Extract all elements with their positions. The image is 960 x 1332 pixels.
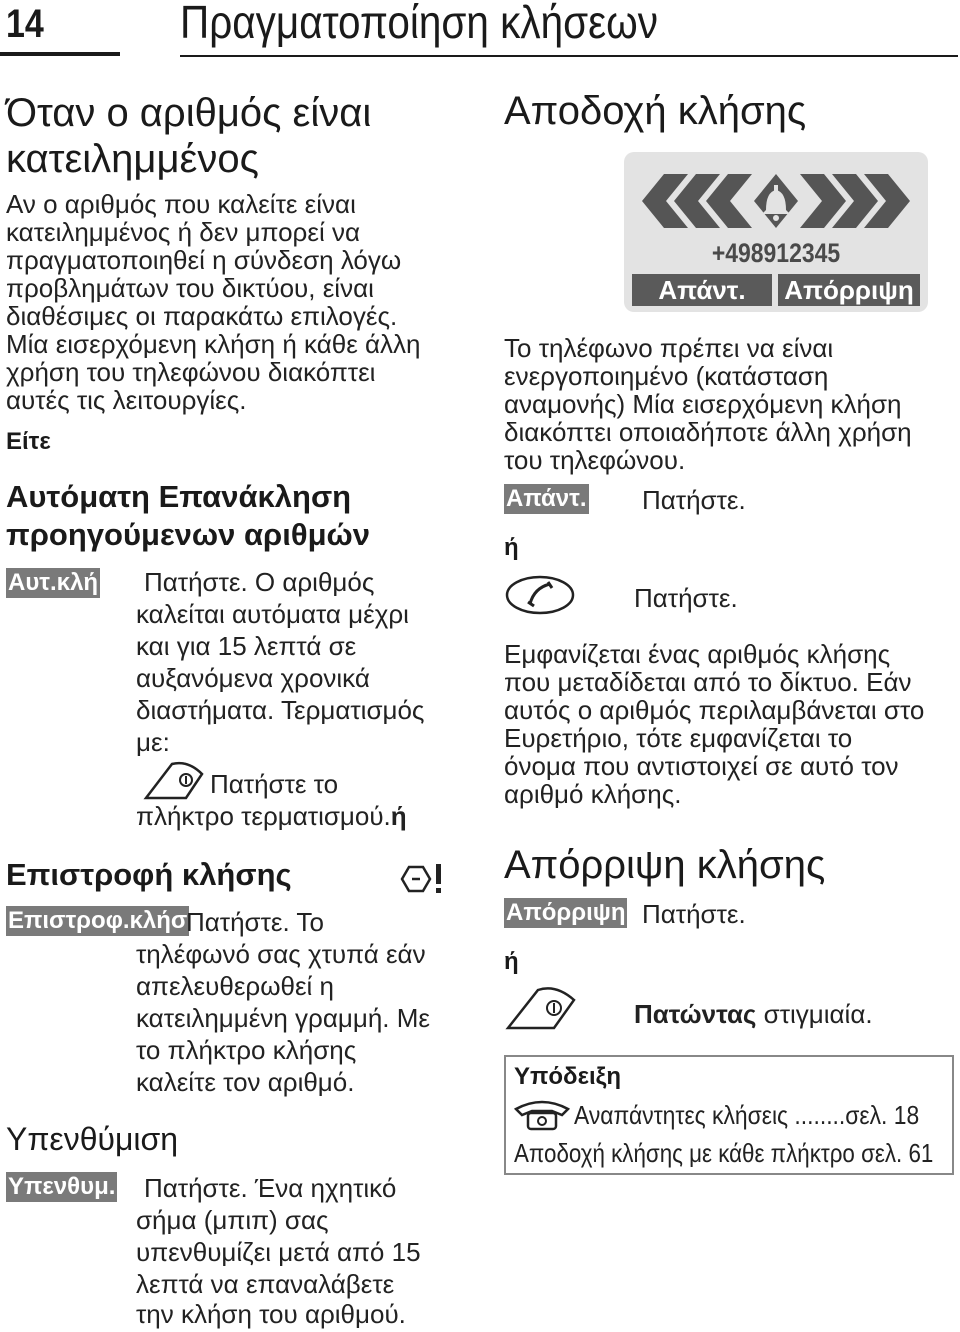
reminder-body-line: Πατήστε. Ένα ηχητικό	[144, 1173, 397, 1203]
callback-icon	[396, 860, 448, 898]
display-softkey-answer[interactable]: Απάντ.	[632, 274, 772, 306]
callback-title: Επιστροφή κλήσης	[6, 857, 292, 892]
accept-press2: Πατήστε.	[634, 583, 738, 613]
reminder-body-line: λεπτά να επαναλάβετε	[136, 1269, 395, 1299]
autoredial-body-line: καλείται αυτόματα μέχρι	[136, 599, 409, 629]
busy-body-line: κατειλημμένος ή δεν μπορεί να	[6, 217, 360, 247]
display-number: +498912345	[711, 238, 841, 268]
accept-info-line: Ευρετήριο, τότε εμφανίζεται το	[504, 723, 853, 753]
busy-body-line: Μία εισερχόμενη κλήση ή κάθε άλλη	[6, 329, 421, 359]
tip-box	[504, 1055, 954, 1175]
accept-press: Πατήστε.	[642, 485, 746, 515]
callback-body-line: τηλέφωνό σας χτυπά εάν	[136, 939, 426, 969]
callback-body-line: καλείτε τον αριθμό.	[136, 1067, 355, 1097]
accept-info-line: Εμφανίζεται ένας αριθμός κλήσης	[504, 639, 891, 669]
reject-softkey[interactable]: Απόρριψη	[506, 899, 626, 926]
chapter-title: Πραγματοποίηση κλήσεων	[180, 0, 658, 48]
busy-either: Είτε	[6, 428, 51, 455]
autoredial-body-line: με:	[136, 727, 170, 757]
busy-body-line: αυτές τις λειτουργίες.	[6, 385, 247, 415]
reject-or: ή	[504, 948, 519, 975]
page-number-rule	[0, 52, 120, 56]
callback-body-line: το πλήκτρο κλήσης	[136, 1035, 357, 1065]
callback-body-line: απελευθερωθεί η	[136, 971, 335, 1001]
accept-info-line: που μεταδίδεται από το δίκτυο. Εάν	[504, 667, 912, 697]
busy-title-line2: κατειλημμένος	[6, 137, 259, 181]
tip-line1[interactable]: Αναπάντητες κλήσεις ........σελ. 18	[574, 1100, 920, 1130]
accept-body-line: Το τηλέφωνο πρέπει να είναι	[504, 333, 834, 363]
reminder-body-line: την κλήση του αριθμού.	[136, 1299, 406, 1329]
callback-softkey[interactable]: Επιστροφ.κλήσ	[8, 907, 188, 934]
reject-title: Απόρριψη κλήσης	[504, 843, 826, 887]
accept-info-line: αριθμό κλήσης.	[504, 779, 682, 809]
busy-body-line: χρήση του τηλεφώνου διακόπτει	[6, 357, 376, 387]
reminder-softkey[interactable]: Υπενθυμ.	[8, 1173, 116, 1200]
busy-body-line: προβλημάτων του δικτύου, είναι	[6, 273, 374, 303]
call-key-icon[interactable]	[504, 574, 576, 616]
reminder-body-line: σήμα (μπιπ) σας	[136, 1205, 329, 1235]
phone-icon	[512, 1097, 572, 1131]
reminder-body-line: υπενθυμίζει μετά από 15	[136, 1237, 421, 1267]
chapter-rule	[180, 55, 958, 57]
display-softkey-reject[interactable]: Απόρριψη	[778, 274, 920, 306]
autoredial-body-line: Πατήστε. Ο αριθμός	[144, 567, 375, 597]
end-key-icon	[142, 760, 208, 802]
reject-softkey-wrap	[504, 898, 627, 928]
accept-info-line: όνομα που αντιστοιχεί σε αυτό τον	[504, 751, 899, 781]
accept-body-line: αναμονής) Μία εισερχόμενη κλήση	[504, 389, 902, 419]
reject-press-rest: στιγμιαία.	[756, 999, 873, 1029]
autoredial-body-line: αυξανόμενα χρονικά	[136, 663, 370, 693]
autoredial-body-line: και για 15 λεπτά σε	[136, 631, 357, 661]
autoredial-title-line1: Αυτόματη Επανάκληση	[6, 479, 352, 514]
tip-title: Υπόδειξη	[514, 1063, 622, 1090]
callback-body-first: Πατήστε. Το	[186, 907, 324, 937]
busy-body-line: Αν ο αριθμός που καλείτε είναι	[6, 189, 356, 219]
callback-body-line: κατειλημμένη γραμμή. Με	[136, 1003, 430, 1033]
reminder-softkey-wrap	[6, 1172, 117, 1202]
accept-title: Αποδοχή κλήσης	[504, 89, 807, 133]
autoredial-softkey[interactable]: Αυτ.κλή	[8, 569, 99, 596]
busy-body-line: διαθέσιμες οι παρακάτω επιλογές.	[6, 301, 398, 331]
autoredial-softkey-wrap	[6, 568, 100, 598]
autoredial-end-line1: Πατήστε το	[210, 769, 339, 799]
reject-press-line	[634, 1000, 873, 1028]
accept-info-line: αυτός ο αριθμός περιλαμβάνεται στο	[504, 695, 925, 725]
accept-softkey[interactable]: Απάντ.	[506, 485, 587, 512]
callback-softkey-wrap	[6, 906, 189, 936]
accept-softkey-wrap	[504, 484, 589, 514]
accept-body-line: του τηλεφώνου.	[504, 445, 686, 475]
accept-body-line: διακόπτει οποιαδήποτε άλλη χρήση	[504, 417, 912, 447]
reminder-title: Υπενθύμιση	[6, 1121, 179, 1157]
ringing-bell-icon	[642, 170, 910, 232]
busy-title-line1: Όταν ο αριθμός είναι	[6, 91, 372, 135]
autoredial-end-or: ή	[390, 801, 407, 831]
autoredial-end-line2: πλήκτρο τερματισμού.	[136, 801, 391, 831]
accept-body-line: ενεργοποιημένο (κατάσταση	[504, 361, 829, 391]
reject-press-bold: Πατώντας	[634, 999, 757, 1029]
reject-press: Πατήστε.	[642, 899, 746, 929]
page-number: 14	[6, 2, 44, 46]
autoredial-end-line2-wrap	[136, 802, 407, 830]
accept-or: ή	[504, 534, 519, 561]
end-key-icon[interactable]	[504, 984, 580, 1032]
autoredial-body-line: διαστήματα. Τερματισμός	[136, 695, 425, 725]
autoredial-title-line2: προηγούμενων αριθμών	[6, 517, 370, 552]
tip-line2[interactable]: Αποδοχή κλήσης με κάθε πλήκτρο σελ. 61	[514, 1138, 934, 1168]
incoming-call-display	[624, 152, 928, 312]
busy-body-line: πραγματοποιηθεί η σύνδεση λόγω	[6, 245, 402, 275]
